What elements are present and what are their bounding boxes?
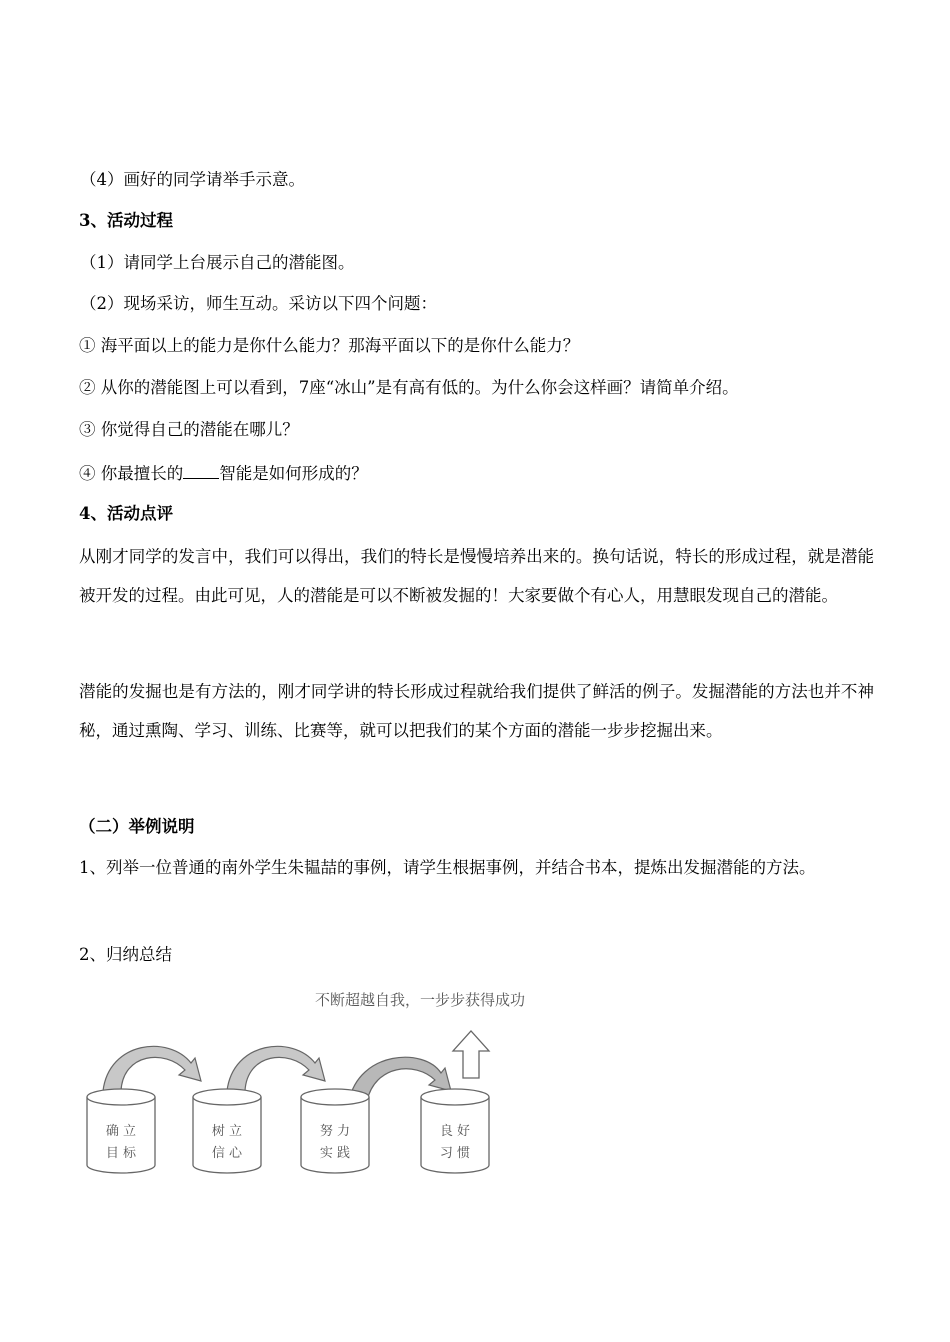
process-item-1: （1）请同学上台展示自己的潜能图。 <box>80 253 355 272</box>
comment-paragraph-2: 潜能的发掘也是有方法的，刚才同学讲的特长形成过程就给我们提供了鲜活的例子。发掘潜能的方法也并不神秘，通过熏陶、学习、训练、比赛等，就可以把我们的某个方面的潜能一步步挖掘出来。 <box>79 682 874 740</box>
question-4 <box>79 462 368 484</box>
process-item-2: （2）现场采访，师生互动。采访以下四个问题： <box>80 294 437 313</box>
comment-paragraph-1: 从刚才同学的发言中，我们可以得出，我们的特长是慢慢培养出来的。换句话说，特长的形成过程，就是潜能被开发的过程。由此可见，人的潜能是可以不断被发掘的！大家要做个有心人，用慧眼发现自己的潜能。 <box>79 547 874 605</box>
section-heading-4: 4、活动点评 <box>79 504 173 523</box>
example-item-1: 1、列举一位普通的南外学生朱韫喆的事例，请学生根据事例，并结合书本，提炼出发掘潜能的方法。 <box>79 858 816 877</box>
question-4-prefix: ④ 你最擅长的 <box>79 464 184 483</box>
step-1-label-top: 确 立 <box>105 1124 137 1139</box>
example-item-2: 2、归纳总结 <box>79 945 172 964</box>
diagram-title: 不断超越自我，一步步获得成功 <box>314 991 526 1009</box>
question-2: ② 从你的潜能图上可以看到，7座“冰山”是有高有低的。为什么你会这样画？请简单介绍。 <box>79 378 739 397</box>
section-heading-examples: （二）举例说明 <box>79 817 195 836</box>
step-2-label-top: 树 立 <box>211 1124 243 1139</box>
question-1: ① 海平面以上的能力是你什么能力？那海平面以下的是你什么能力？ <box>79 336 580 355</box>
fill-in-blank <box>183 462 219 479</box>
step-4-text: （4）画好的同学请举手示意。 <box>80 170 305 189</box>
curved-arrow-2 <box>227 1046 325 1091</box>
step-1-label-bottom: 目 标 <box>105 1146 137 1161</box>
question-4-suffix: 智能是如何形成的？ <box>219 464 368 483</box>
step-2-label-bottom: 信 心 <box>211 1146 243 1161</box>
section-heading-3: 3、活动过程 <box>79 211 173 230</box>
curved-arrow-1 <box>103 1046 201 1091</box>
up-arrow-icon <box>453 1031 489 1078</box>
question-3: ③ 你觉得自己的潜能在哪儿？ <box>79 420 299 439</box>
step-4-label-top: 良 好 <box>439 1124 471 1139</box>
step-3-label-bottom: 实 践 <box>319 1146 351 1161</box>
step-4-label-bottom: 习 惯 <box>439 1146 471 1161</box>
success-steps-diagram <box>79 983 549 1183</box>
step-3-label-top: 努 力 <box>319 1124 351 1139</box>
